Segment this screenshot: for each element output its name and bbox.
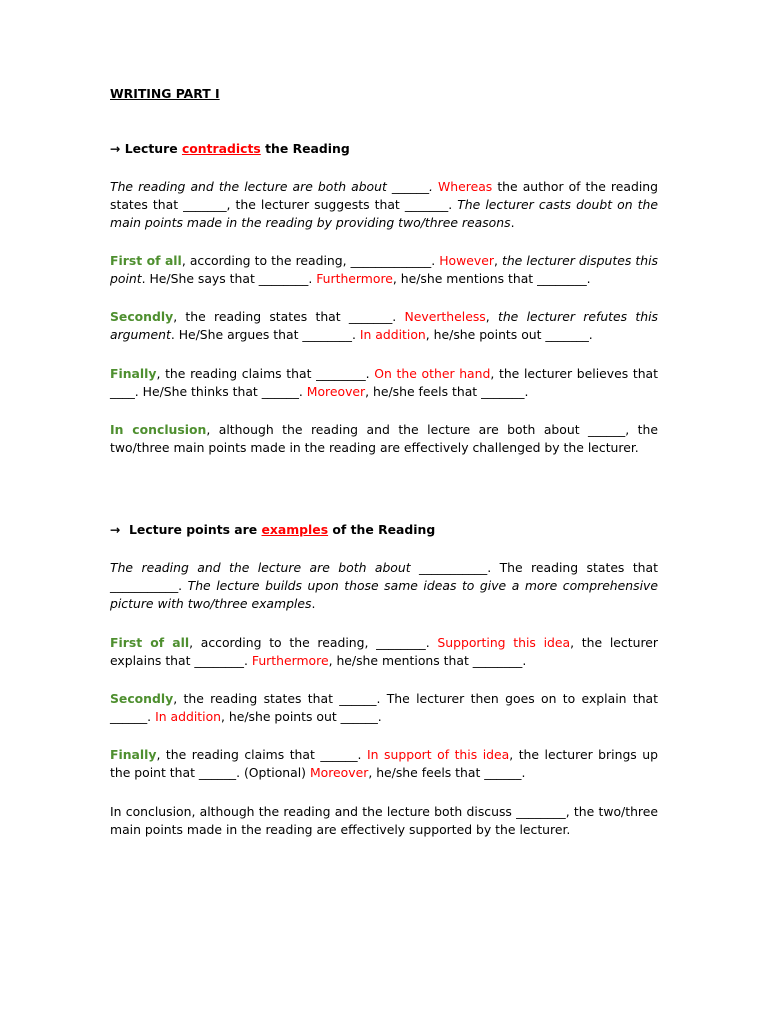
section1-heading-pre: Lecture bbox=[124, 141, 178, 156]
s1-p1-e: . He/She says that ________. bbox=[141, 271, 317, 286]
s1-p3-b: On the other hand bbox=[374, 366, 491, 381]
s1-p1-lead: First of all bbox=[110, 253, 182, 268]
s2-p3-b: In support of this idea bbox=[367, 747, 510, 762]
arrow-right-icon: → bbox=[110, 522, 121, 537]
s1-p2-e: . He/She argues that ________. bbox=[170, 327, 360, 342]
arrow-right-icon: → bbox=[110, 141, 121, 156]
s1-p2-f: In addition bbox=[359, 327, 426, 342]
s1-p2-b: Nevertheless bbox=[404, 309, 486, 324]
s2-p2-c: , he/she points out ______. bbox=[221, 709, 382, 724]
s1-p3-c: , the lecturer believes that ____. He/She thinks that ______. bbox=[110, 366, 658, 399]
s2-intro-c: The lecture builds upon those same ideas to give a more comprehensive picture with two/three examples bbox=[110, 578, 658, 611]
s1-p1-b: However bbox=[439, 253, 494, 268]
section2-paragraph-1 bbox=[110, 634, 658, 670]
section1-intro bbox=[110, 178, 658, 232]
s1-p3-d: Moreover bbox=[306, 384, 366, 399]
section1-paragraph-4 bbox=[110, 421, 658, 457]
s1-p1-f: Furthermore bbox=[316, 271, 393, 286]
s1-p3-a: , the reading claims that ________. bbox=[156, 366, 375, 381]
section2-paragraph-4 bbox=[110, 803, 658, 839]
section2-paragraph-2 bbox=[110, 690, 658, 726]
s1-intro-b: Whereas bbox=[438, 179, 493, 194]
s2-p2-lead: Secondly bbox=[110, 691, 174, 706]
s2-p3-d: Moreover bbox=[309, 765, 369, 780]
s2-intro-b: ___________. The reading states that ___________. bbox=[110, 560, 658, 593]
s1-p2-c: , bbox=[485, 309, 498, 324]
s1-p4-a: , although the reading and the lecture are both about ______, the two/three main points made in the reading are effectively challenged by the lecturer. bbox=[110, 422, 658, 455]
s1-p4-lead: In conclusion bbox=[110, 422, 207, 437]
section1-heading bbox=[110, 140, 658, 158]
s1-p1-c: , bbox=[493, 253, 502, 268]
s2-p3-a: , the reading claims that ______. bbox=[156, 747, 367, 762]
s2-p2-b: In addition bbox=[155, 709, 222, 724]
section2-heading-pre: Lecture points are bbox=[129, 522, 258, 537]
section2-heading-key: examples bbox=[261, 522, 329, 537]
section1-heading-post: the Reading bbox=[265, 141, 350, 156]
s1-p2-a: , the reading states that _______. bbox=[173, 309, 405, 324]
s2-p1-d: Furthermore bbox=[251, 653, 329, 668]
s2-p1-e: , he/she mentions that ________. bbox=[328, 653, 527, 668]
s2-intro-a: The reading and the lecture are both about bbox=[110, 560, 411, 575]
s2-p1-a: , according to the reading, ________. bbox=[189, 635, 438, 650]
s1-intro-e: . bbox=[510, 215, 515, 230]
s2-p1-lead: First of all bbox=[110, 635, 190, 650]
section2-paragraph-3 bbox=[110, 746, 658, 782]
s1-p3-lead: Finally bbox=[110, 366, 157, 381]
s2-p3-e: , he/she feels that ______. bbox=[368, 765, 526, 780]
s1-p2-g: , he/she points out _______. bbox=[425, 327, 593, 342]
s2-p3-lead: Finally bbox=[110, 747, 157, 762]
s1-p2-d: the lecturer refutes this argument bbox=[110, 309, 658, 342]
s2-p1-c: , the lecturer explains that ________. bbox=[110, 635, 658, 668]
section2-intro bbox=[110, 559, 658, 613]
s1-intro-a: The reading and the lecture are both about ______. bbox=[110, 179, 439, 194]
s2-p4-a: In conclusion, although the reading and the lecture both discuss ________, the two/three main points made in the reading are effectively supported by the lecturer. bbox=[110, 804, 658, 837]
s1-p1-d: the lecturer disputes this point bbox=[110, 253, 658, 286]
s2-intro-d: . bbox=[311, 596, 316, 611]
s2-p3-c: , the lecturer brings up the point that ______. (Optional) bbox=[110, 747, 658, 780]
s1-p3-e: , he/she feels that _______. bbox=[365, 384, 529, 399]
section2-heading-post: of the Reading bbox=[332, 522, 436, 537]
section1-heading-key: contradicts bbox=[181, 141, 261, 156]
page-title: WRITING PART I bbox=[110, 86, 220, 101]
s1-intro-d: The lecturer casts doubt on the main points made in the reading by providing two/three reasons bbox=[110, 197, 658, 230]
s1-p2-lead: Secondly bbox=[110, 309, 174, 324]
s2-p1-b: Supporting this idea bbox=[437, 635, 571, 650]
s1-p1-g: , he/she mentions that ________. bbox=[392, 271, 591, 286]
section2-heading bbox=[110, 521, 658, 539]
section1-paragraph-2 bbox=[110, 308, 658, 344]
s1-intro-c: the author of the reading states that _______, the lecturer suggests that _______. bbox=[110, 179, 659, 212]
s1-p1-a: , according to the reading, _____________. bbox=[181, 253, 440, 268]
section1-paragraph-1 bbox=[110, 252, 658, 288]
s2-p2-a: , the reading states that ______. The lecturer then goes on to explain that ______. bbox=[110, 691, 658, 724]
section1-paragraph-3 bbox=[110, 365, 658, 401]
